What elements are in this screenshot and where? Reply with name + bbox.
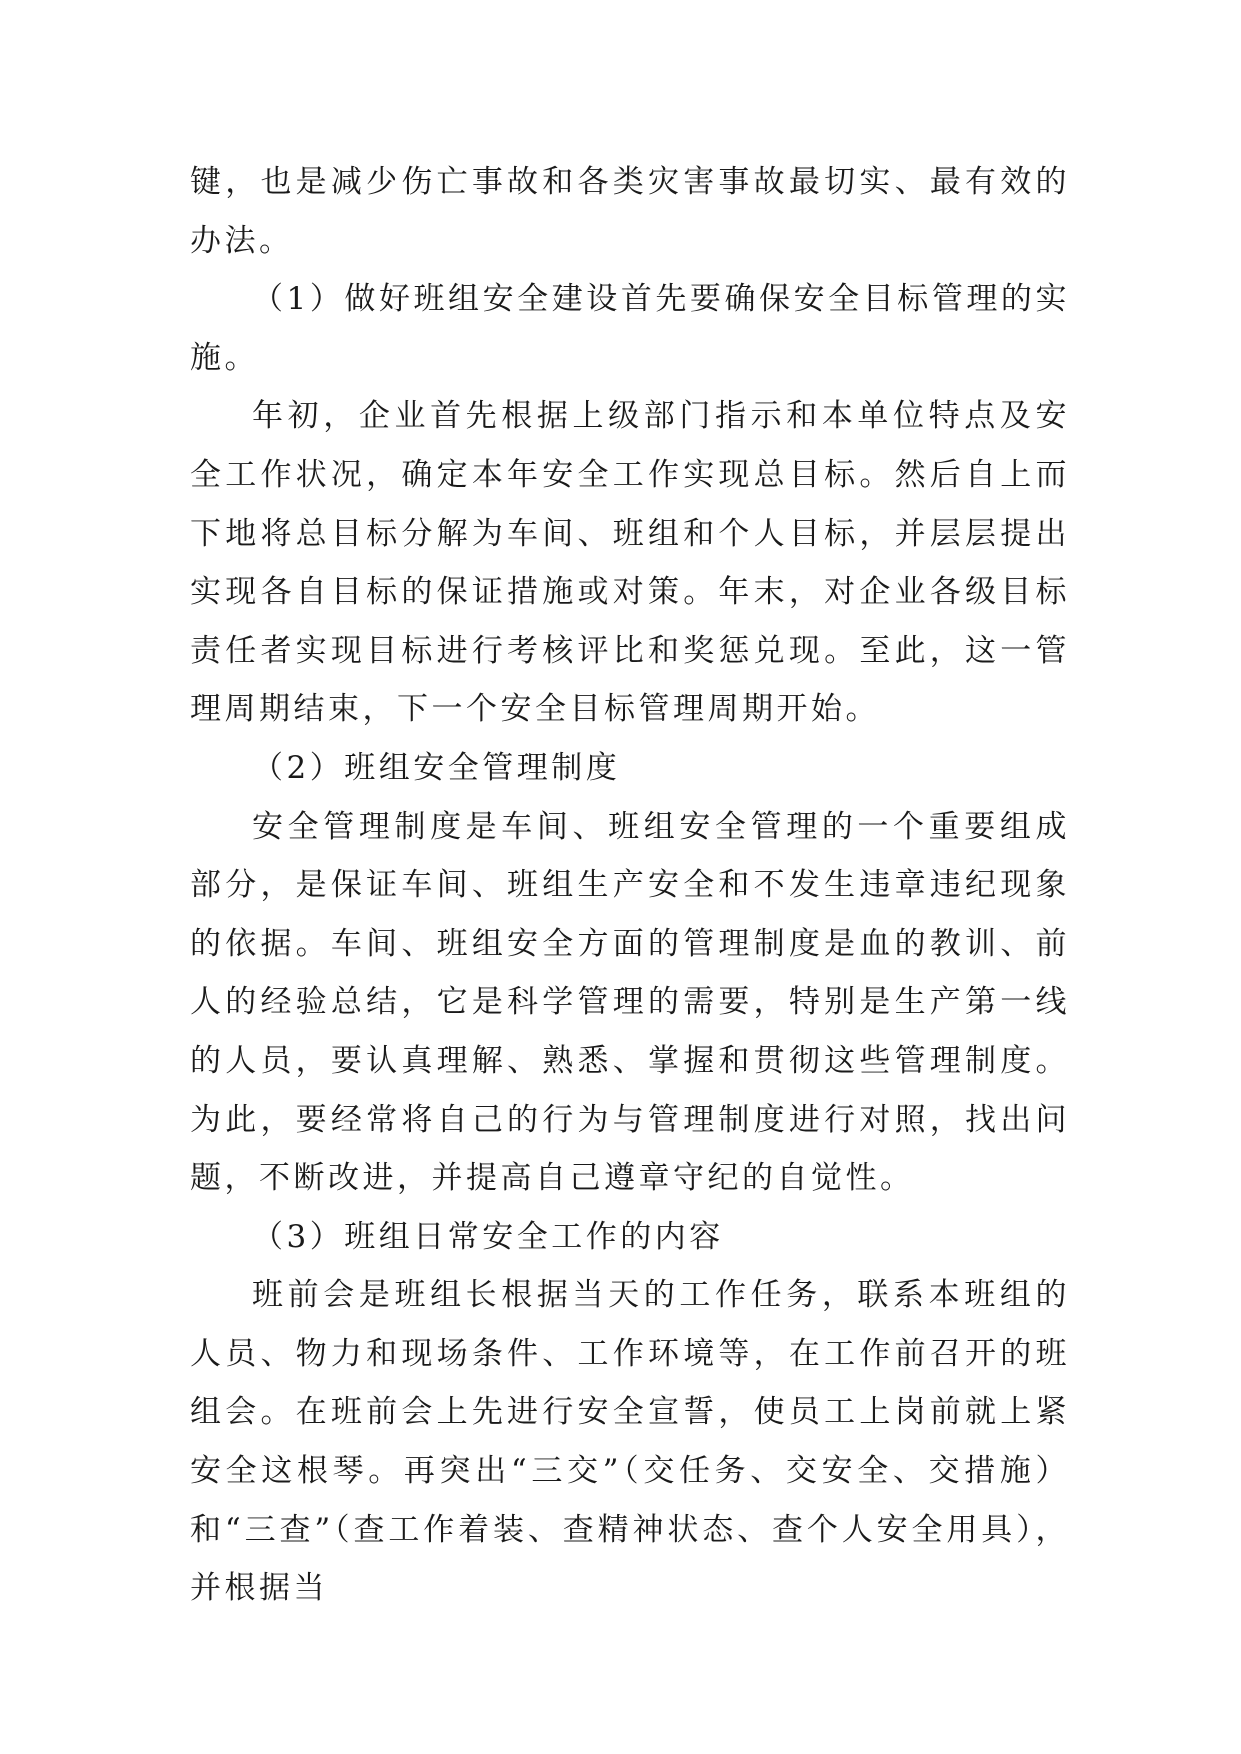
paragraph-daily-safety-work: 班前会是班组长根据当天的工作任务，联系本班组的人员、物力和现场条件、工作环境等，在工作前召开的班组会。在班前会上先进行安全宣誓，使员工上岗前就上紧安全这根琴。再突出“三交”（交任务、交安全、交措施）和“三查”（查工作着装、查精神状态、查个人安全用具），并根据当 [190,1277,1070,1607]
document-body [190,153,1070,1618]
section-heading-1: （1）做好班组安全建设首先要确保安全目标管理的实施。 [190,281,1070,376]
paragraph-safety-target-management: 年初，企业首先根据上级部门指示和本单位特点及安全工作状况，确定本年安全工作实现总目标。然后自上而下地将总目标分解为车间、班组和个人目标，并层层提出实现各自目标的保证措施或对策。年末，对企业各级目标责任者实现目标进行考核评比和奖惩兑现。至此，这一管理周期结束，下一个安全目标管理周期开始。 [190,398,1070,728]
paragraph-continuation: 键，也是减少伤亡事故和各类灾害事故最切实、最有效的办法。 [190,164,1070,259]
paragraph-safety-management-system: 安全管理制度是车间、班组安全管理的一个重要组成部分，是保证车间、班组生产安全和不发生违章违纪现象的依据。车间、班组安全方面的管理制度是血的教训、前人的经验总结，它是科学管理的需要，特别是生产第一线的人员，要认真理解、熟悉、掌握和贯彻这些管理制度。为此，要经常将自己的行为与管理制度进行对照，找出问题，不断改进，并提高自己遵章守纪的自觉性。 [190,808,1070,1197]
section-heading-2: （2）班组安全管理制度 [252,749,621,786]
section-heading-3: （3）班组日常安全工作的内容 [252,1218,724,1255]
